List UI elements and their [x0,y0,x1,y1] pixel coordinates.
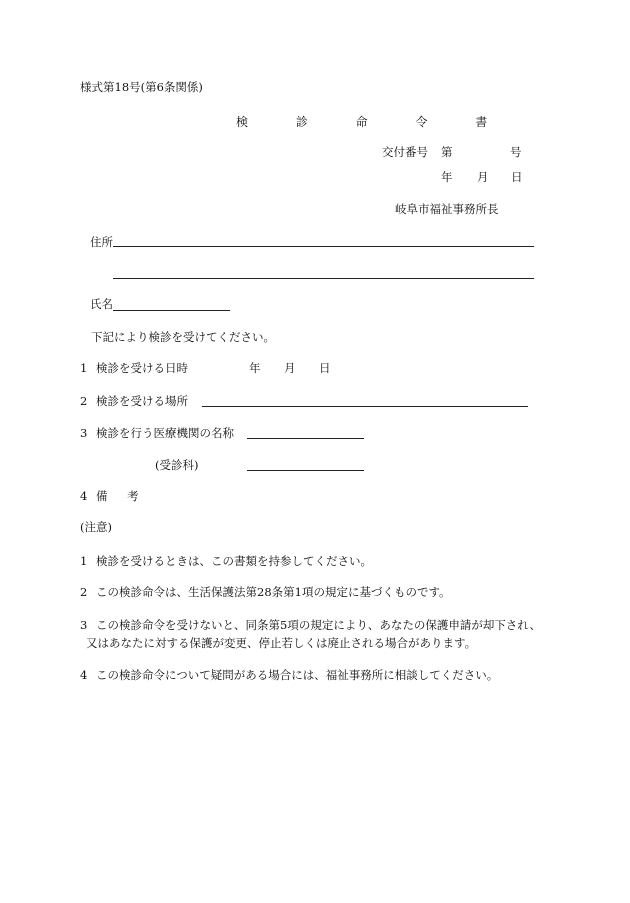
notes-heading: (注意) [80,520,112,534]
name-line[interactable] [113,310,230,311]
note-2-number: 2 [80,585,88,599]
address-label: 住所 [90,235,113,249]
issue-number-prefix: 第 [441,145,453,159]
note-2-text: この検診命令は、生活保護法第28条第1項の規定に基づくものです。 [96,585,451,599]
item-1-label: 検診を受ける日時 [96,361,188,375]
issue-number-label: 交付番号 [382,145,428,159]
item-3-number: 3 [80,426,88,440]
note-4-text: この検診命令について疑問がある場合には、福祉事務所に相談してください。 [96,668,499,682]
item-1-number: 1 [80,361,88,375]
item-4-number: 4 [80,489,88,503]
issue-number-suffix: 号 [510,145,522,159]
form-number: 様式第18号(第6条関係) [80,80,203,94]
item-2-number: 2 [80,394,88,408]
item-2-line[interactable] [202,406,528,407]
item-3-sub-line[interactable] [247,470,364,471]
item-4-label: 備 考 [96,489,147,503]
item-2-label: 検診を受ける場所 [96,394,188,408]
instruction-text: 下記により検診を受けてください。 [91,330,275,344]
date-month-label: 月 [477,170,489,184]
item-1-year: 年 [249,361,261,375]
item-1-day: 日 [319,361,331,375]
item-3-sub-label: (受診科) [155,458,199,472]
issuer-name: 岐阜市福祉事務所長 [395,202,499,216]
item-1-month: 月 [284,361,296,375]
date-year-label: 年 [441,170,453,184]
date-day-label: 日 [511,170,523,184]
document-title: 検 診 命 令 書 [236,115,510,129]
item-3-label: 検診を行う医療機関の名称 [96,426,234,440]
name-label: 氏名 [90,297,113,311]
note-1-number: 1 [80,554,88,568]
note-3-number: 3 [80,618,88,632]
note-3-line-1: この検診命令を受けないと、同条第5項の規定により、あなたの保護申請が却下され、 [96,618,542,632]
note-3-line-2: 又はあなたに対する保護が変更、停止若しくは廃止される場合があります。 [86,636,477,650]
address-line-2[interactable] [113,278,534,279]
item-3-line[interactable] [247,438,364,439]
note-4-number: 4 [80,668,88,682]
note-1-text: 検診を受けるときは、この書類を持参してください。 [96,554,372,568]
address-line-1[interactable] [113,246,534,247]
